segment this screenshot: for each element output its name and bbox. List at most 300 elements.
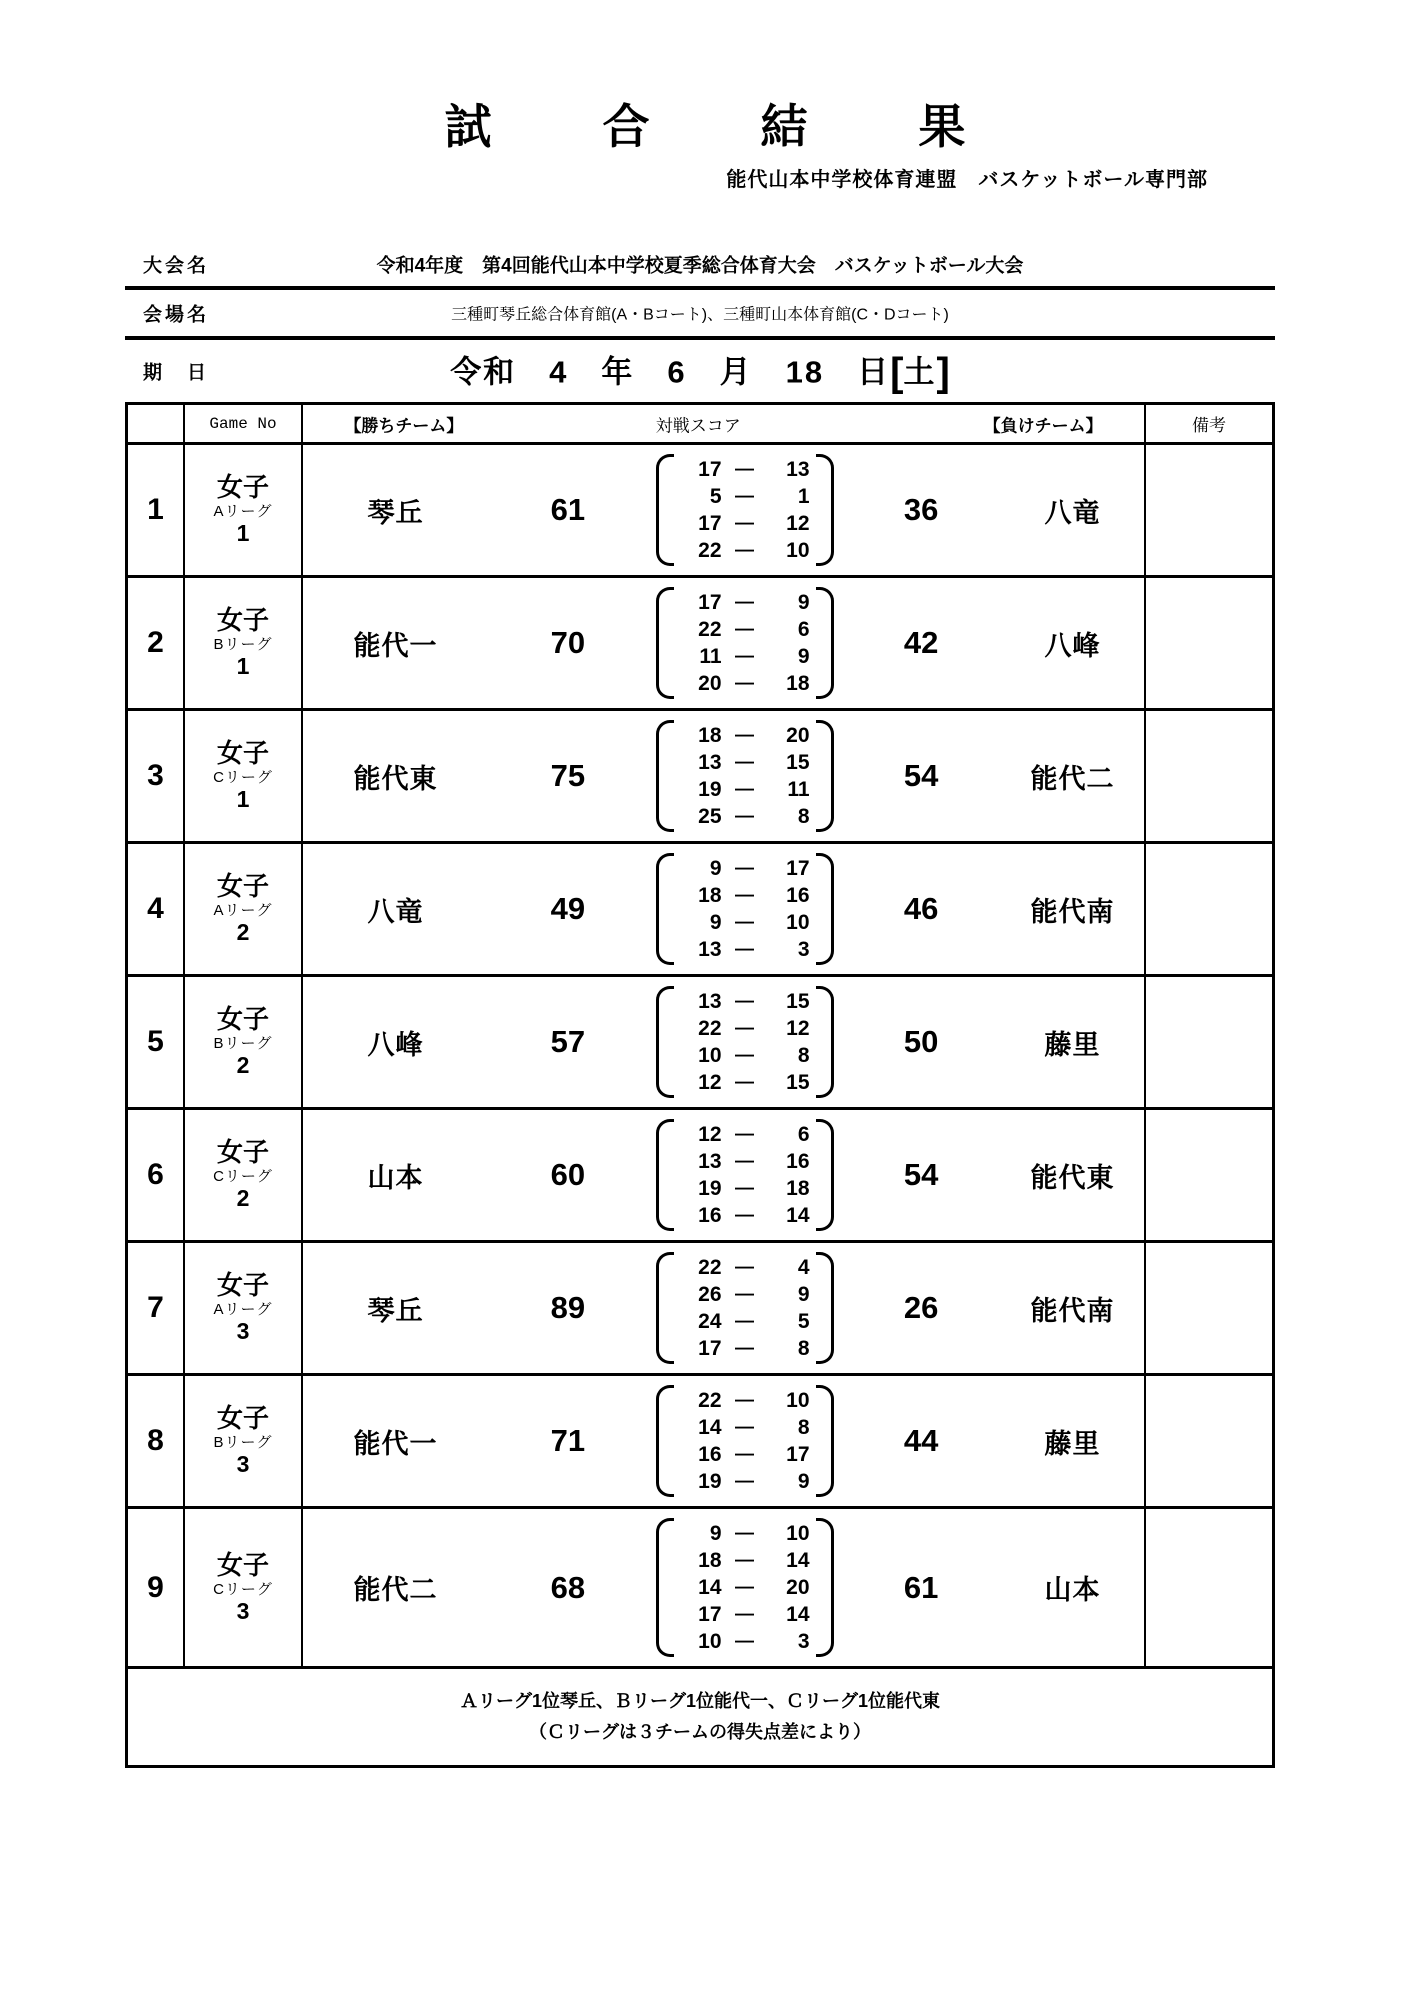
quarter-dash: — — [735, 485, 755, 507]
quarter-away-score: 11 — [787, 777, 810, 801]
quarter-dash: — — [735, 751, 755, 773]
quarter-lines — [674, 454, 816, 566]
winner-score: 71 — [550, 1423, 586, 1458]
quarter-home-score: 26 — [698, 1282, 722, 1306]
quarter-home-score: 9 — [709, 1521, 722, 1545]
weekday-bracket-close: ] — [936, 350, 950, 395]
quarter-away-score: 10 — [786, 910, 810, 934]
quarter-home-score: 22 — [698, 1388, 722, 1412]
quarter-home-score: 18 — [698, 1548, 722, 1572]
quarter-line — [680, 1042, 810, 1069]
league-label: Cリーグ — [213, 1168, 273, 1186]
quarter-dash: — — [735, 591, 755, 613]
quarter-line — [680, 1601, 810, 1628]
quarter-lines — [674, 720, 816, 832]
quarter-line — [680, 1441, 810, 1468]
header-remarks: 備考 — [1144, 405, 1272, 442]
date-label: 期 日 — [143, 362, 210, 384]
loser-name: 藤里 — [1044, 1029, 1101, 1060]
quarter-line — [680, 537, 810, 564]
result-cell — [301, 844, 1144, 974]
quarter-away-score: 14 — [786, 1203, 810, 1227]
league-label: Cリーグ — [213, 769, 273, 787]
category-label: 女子 — [216, 1549, 269, 1580]
quarter-line — [680, 1387, 810, 1414]
quarter-lines — [674, 1119, 816, 1231]
quarter-dash: — — [735, 1549, 755, 1571]
quarter-line — [680, 589, 810, 616]
quarter-lines — [674, 1518, 816, 1657]
quarter-line — [680, 776, 810, 803]
quarter-home-score: 17 — [698, 590, 722, 614]
quarter-lines — [674, 1385, 816, 1497]
winner-score: 68 — [550, 1569, 586, 1605]
table-row — [128, 1373, 1272, 1506]
bracket-close-icon — [816, 1119, 834, 1231]
winner-score: 61 — [550, 492, 586, 527]
game-number: 4 — [147, 892, 164, 925]
quarter-away-score: 8 — [797, 1415, 810, 1439]
league-label: Cリーグ — [213, 1580, 273, 1598]
loser-name: 藤里 — [1044, 1428, 1101, 1459]
league-label: Aリーグ — [213, 1301, 273, 1319]
quarter-home-score: 22 — [698, 538, 722, 562]
quarter-lines — [674, 853, 816, 965]
quarter-away-score: 5 — [797, 1309, 810, 1333]
loser-name: 八竜 — [1044, 497, 1101, 528]
category-label: 女子 — [216, 738, 269, 769]
game-number: 3 — [147, 759, 164, 792]
category-label: 女子 — [216, 472, 269, 503]
quarter-line — [680, 855, 810, 882]
quarter-dash: — — [735, 512, 755, 534]
table-row — [128, 575, 1272, 708]
header-loser: 【負けチーム】 — [983, 416, 1103, 435]
content-area — [125, 242, 1275, 1768]
quarter-home-score: 22 — [698, 617, 722, 641]
quarter-line — [680, 1574, 810, 1601]
result-cell — [301, 1110, 1144, 1240]
quarter-home-score: 10 — [698, 1043, 722, 1067]
quarter-away-score: 20 — [786, 1575, 810, 1599]
bracket-close-icon — [816, 1518, 834, 1657]
quarter-away-score: 12 — [786, 511, 810, 535]
league-label: Aリーグ — [213, 503, 273, 521]
bracket-open-icon — [656, 853, 674, 965]
winner-name: 八竜 — [367, 896, 424, 927]
quarter-dash: — — [735, 857, 755, 879]
bracket-open-icon — [656, 986, 674, 1098]
league-game-number: 2 — [236, 919, 250, 946]
league-cell — [183, 1376, 301, 1506]
quarter-dash: — — [735, 458, 755, 480]
category-label: 女子 — [216, 871, 269, 902]
quarter-line — [680, 803, 810, 830]
results-table — [125, 402, 1275, 1768]
quarter-away-score: 15 — [786, 750, 810, 774]
winner-score: 70 — [550, 625, 586, 660]
table-row — [128, 1240, 1272, 1373]
date-weekday: 土 — [903, 354, 937, 390]
tournament-label: 大会名 — [143, 255, 210, 277]
loser-score: 46 — [903, 891, 939, 926]
date-row — [125, 340, 1275, 402]
league-label: Bリーグ — [213, 636, 273, 654]
quarter-away-score: 3 — [797, 937, 810, 961]
league-cell — [183, 578, 301, 708]
quarter-home-score: 25 — [698, 804, 722, 828]
quarter-home-score: 17 — [698, 1602, 722, 1626]
quarter-away-score: 9 — [797, 1282, 810, 1306]
quarter-home-score: 13 — [698, 937, 722, 961]
remarks-cell — [1144, 1110, 1272, 1240]
quarter-away-score: 10 — [786, 1388, 810, 1412]
quarter-away-score: 17 — [786, 1442, 810, 1466]
page-title: 試 合 結 果 — [444, 100, 998, 153]
quarter-home-score: 9 — [709, 910, 722, 934]
quarter-dash: — — [735, 1389, 755, 1411]
quarter-home-score: 20 — [698, 671, 722, 695]
game-number: 8 — [147, 1424, 164, 1457]
table-row — [128, 1107, 1272, 1240]
quarter-away-score: 15 — [786, 989, 810, 1013]
header-score: 対戦スコア — [655, 416, 741, 435]
quarter-scores — [648, 711, 841, 841]
league-game-number: 1 — [236, 653, 250, 680]
table-row — [128, 1506, 1272, 1666]
remarks-cell — [1144, 844, 1272, 974]
quarter-dash: — — [735, 884, 755, 906]
quarter-away-score: 9 — [797, 590, 810, 614]
remarks-cell — [1144, 1509, 1272, 1666]
table-header-row — [128, 405, 1272, 442]
quarter-home-score: 13 — [698, 750, 722, 774]
bracket-close-icon — [816, 986, 834, 1098]
quarter-away-score: 10 — [786, 538, 810, 562]
table-row — [128, 974, 1272, 1107]
quarter-dash: — — [735, 1256, 755, 1278]
league-cell — [183, 844, 301, 974]
tournament-name: 令和4年度 第4回能代山本中学校夏季総合体育大会 バスケットボール大会 — [376, 255, 1024, 277]
quarter-home-score: 22 — [698, 1016, 722, 1040]
quarter-line — [680, 1069, 810, 1096]
quarter-line — [680, 722, 810, 749]
quarter-dash: — — [735, 672, 755, 694]
winner-name: 八峰 — [367, 1029, 424, 1060]
quarter-home-score: 19 — [698, 777, 722, 801]
table-footer — [128, 1666, 1272, 1765]
quarter-home-score: 12 — [698, 1070, 722, 1094]
quarter-dash: — — [735, 911, 755, 933]
result-cell — [301, 977, 1144, 1107]
game-number: 6 — [147, 1158, 164, 1191]
result-cell — [301, 578, 1144, 708]
quarter-home-score: 13 — [698, 1149, 722, 1173]
game-number: 1 — [147, 493, 164, 526]
league-cell — [183, 711, 301, 841]
header-game-no: Game No — [183, 405, 301, 442]
quarter-away-score: 9 — [797, 1469, 810, 1493]
quarter-dash: — — [735, 1071, 755, 1093]
winner-name: 山本 — [367, 1162, 424, 1193]
bracket-close-icon — [816, 1385, 834, 1497]
loser-score: 36 — [903, 492, 939, 527]
loser-name: 能代東 — [1030, 1162, 1115, 1193]
table-row — [128, 841, 1272, 974]
category-label: 女子 — [216, 1403, 269, 1434]
winner-name: 能代一 — [353, 630, 438, 661]
result-cell — [301, 1376, 1144, 1506]
league-game-number: 3 — [236, 1451, 250, 1478]
loser-name: 能代南 — [1030, 1295, 1115, 1326]
winner-name: 能代東 — [353, 763, 438, 794]
bracket-open-icon — [656, 454, 674, 566]
quarter-scores — [648, 578, 841, 708]
quarter-dash: — — [735, 938, 755, 960]
category-label: 女子 — [216, 1137, 269, 1168]
venue-row — [125, 290, 1275, 340]
quarter-line — [680, 1281, 810, 1308]
quarter-dash: — — [735, 1337, 755, 1359]
remarks-cell — [1144, 1243, 1272, 1373]
game-number: 2 — [147, 626, 164, 659]
table-row — [128, 708, 1272, 841]
league-label: Bリーグ — [213, 1434, 273, 1452]
quarter-lines — [674, 1252, 816, 1364]
quarter-away-score: 20 — [786, 723, 810, 747]
loser-score: 26 — [903, 1290, 939, 1325]
winner-score: 57 — [550, 1024, 586, 1059]
quarter-away-score: 15 — [786, 1070, 810, 1094]
loser-name: 能代二 — [1030, 763, 1115, 794]
league-game-number: 1 — [236, 786, 250, 813]
quarter-away-score: 6 — [797, 617, 810, 641]
bracket-open-icon — [656, 1518, 674, 1657]
quarter-away-score: 17 — [786, 856, 810, 880]
quarter-lines — [674, 587, 816, 699]
quarter-dash: — — [735, 645, 755, 667]
game-number: 7 — [147, 1291, 164, 1324]
bracket-close-icon — [816, 853, 834, 965]
header-blank — [128, 405, 183, 442]
quarter-dash: — — [735, 1123, 755, 1145]
winner-score: 75 — [550, 758, 586, 793]
weekday-bracket-open: [ — [890, 350, 904, 395]
bracket-open-icon — [656, 1385, 674, 1497]
quarter-away-score: 14 — [786, 1548, 810, 1572]
quarter-dash: — — [735, 1576, 755, 1598]
loser-score: 42 — [903, 625, 939, 660]
loser-score: 54 — [903, 1157, 939, 1192]
tournament-row — [125, 242, 1275, 290]
event-date — [125, 347, 1275, 396]
table-row — [128, 442, 1272, 575]
bracket-close-icon — [816, 454, 834, 566]
quarter-home-score: 18 — [698, 883, 722, 907]
game-number: 5 — [147, 1025, 164, 1058]
quarter-dash: — — [735, 805, 755, 827]
league-game-number: 2 — [236, 1185, 250, 1212]
quarter-away-score: 16 — [786, 883, 810, 907]
game-number: 9 — [147, 1570, 164, 1604]
remarks-cell — [1144, 1376, 1272, 1506]
quarter-line — [680, 456, 810, 483]
quarter-away-score: 8 — [797, 1043, 810, 1067]
quarter-line — [680, 1414, 810, 1441]
quarter-line — [680, 909, 810, 936]
category-label: 女子 — [216, 605, 269, 636]
quarter-scores — [648, 1243, 841, 1373]
quarter-home-score: 18 — [698, 723, 722, 747]
quarter-scores — [648, 844, 841, 974]
quarter-home-score: 5 — [709, 484, 722, 508]
quarter-home-score: 9 — [709, 856, 722, 880]
bracket-open-icon — [656, 587, 674, 699]
quarter-line — [680, 510, 810, 537]
bracket-close-icon — [816, 587, 834, 699]
quarter-away-score: 16 — [786, 1149, 810, 1173]
quarter-line — [680, 1254, 810, 1281]
quarter-line — [680, 483, 810, 510]
quarter-away-score: 1 — [797, 484, 810, 508]
quarter-home-score: 10 — [698, 1629, 722, 1653]
remarks-cell — [1144, 578, 1272, 708]
quarter-line — [680, 670, 810, 697]
loser-score: 44 — [903, 1423, 939, 1458]
quarter-line — [680, 1628, 810, 1655]
quarter-away-score: 6 — [797, 1122, 810, 1146]
quarter-scores — [648, 445, 841, 575]
result-cell — [301, 1243, 1144, 1373]
quarter-home-score: 12 — [698, 1122, 722, 1146]
quarter-dash: — — [735, 1283, 755, 1305]
category-label: 女子 — [216, 1270, 269, 1301]
quarter-scores — [648, 1509, 841, 1666]
quarter-lines — [674, 986, 816, 1098]
quarter-dash: — — [735, 1310, 755, 1332]
quarter-home-score: 19 — [698, 1469, 722, 1493]
loser-name: 能代南 — [1030, 896, 1115, 927]
quarter-home-score: 13 — [698, 989, 722, 1013]
quarter-away-score: 13 — [786, 457, 810, 481]
quarter-line — [680, 1335, 810, 1362]
quarter-dash: — — [735, 1204, 755, 1226]
quarter-away-score: 9 — [797, 644, 810, 668]
quarter-line — [680, 1175, 810, 1202]
winner-score: 89 — [550, 1290, 586, 1325]
quarter-dash: — — [735, 1150, 755, 1172]
quarter-dash: — — [735, 1470, 755, 1492]
quarter-home-score: 14 — [698, 1415, 722, 1439]
header-winner: 【勝ちチーム】 — [344, 416, 464, 435]
quarter-away-score: 18 — [786, 1176, 810, 1200]
bracket-open-icon — [656, 1119, 674, 1231]
loser-name: 八峰 — [1044, 630, 1101, 661]
quarter-dash: — — [735, 1017, 755, 1039]
league-cell — [183, 1243, 301, 1373]
quarter-home-score: 17 — [698, 457, 722, 481]
winner-score: 60 — [550, 1157, 586, 1192]
quarter-dash: — — [735, 539, 755, 561]
bracket-open-icon — [656, 720, 674, 832]
quarter-line — [680, 988, 810, 1015]
loser-score: 54 — [903, 758, 939, 793]
winner-score: 49 — [550, 891, 586, 926]
quarter-home-score: 14 — [698, 1575, 722, 1599]
quarter-line — [680, 643, 810, 670]
league-cell — [183, 445, 301, 575]
date-text: 令和 4 年 6 月 18 日 — [450, 354, 891, 390]
quarter-line — [680, 1308, 810, 1335]
quarter-line — [680, 1121, 810, 1148]
quarter-home-score: 16 — [698, 1203, 722, 1227]
quarter-line — [680, 1015, 810, 1042]
quarter-home-score: 11 — [699, 644, 722, 668]
league-label: Bリーグ — [213, 1035, 273, 1053]
quarter-home-score: 17 — [698, 1336, 722, 1360]
remarks-cell — [1144, 445, 1272, 575]
venue-name: 三種町琴丘総合体育館(A・Bコート)、三種町山本体育館(C・Dコート) — [451, 306, 949, 324]
remarks-cell — [1144, 977, 1272, 1107]
match-rows — [128, 442, 1272, 1666]
bracket-close-icon — [816, 720, 834, 832]
league-cell — [183, 1509, 301, 1666]
quarter-dash: — — [735, 1044, 755, 1066]
quarter-line — [680, 936, 810, 963]
quarter-line — [680, 1468, 810, 1495]
quarter-home-score: 19 — [698, 1176, 722, 1200]
result-cell — [301, 711, 1144, 841]
quarter-scores — [648, 1110, 841, 1240]
quarter-away-score: 12 — [786, 1016, 810, 1040]
league-game-number: 1 — [236, 520, 250, 547]
bracket-close-icon — [816, 1252, 834, 1364]
league-game-number: 3 — [236, 1318, 250, 1345]
loser-score: 61 — [903, 1569, 939, 1605]
quarter-away-score: 8 — [797, 804, 810, 828]
bracket-open-icon — [656, 1252, 674, 1364]
league-game-number: 2 — [236, 1052, 250, 1079]
quarter-dash: — — [735, 990, 755, 1012]
quarter-dash: — — [735, 778, 755, 800]
quarter-away-score: 18 — [786, 671, 810, 695]
quarter-line — [680, 1547, 810, 1574]
quarter-dash: — — [735, 1177, 755, 1199]
quarter-home-score: 17 — [698, 511, 722, 535]
winner-name: 能代二 — [353, 1575, 438, 1605]
venue-label: 会場名 — [143, 304, 210, 326]
league-game-number: 3 — [236, 1597, 250, 1624]
quarter-dash: — — [735, 1630, 755, 1652]
quarter-away-score: 4 — [797, 1255, 810, 1279]
quarter-dash: — — [735, 1603, 755, 1625]
winner-name: 能代一 — [353, 1428, 438, 1459]
quarter-home-score: 16 — [698, 1442, 722, 1466]
category-label: 女子 — [216, 1004, 269, 1035]
quarter-line — [680, 616, 810, 643]
result-cell — [301, 1509, 1144, 1666]
quarter-scores — [648, 1376, 841, 1506]
quarter-dash: — — [735, 618, 755, 640]
quarter-away-score: 3 — [797, 1629, 810, 1653]
quarter-home-score: 22 — [698, 1255, 722, 1279]
winner-name: 琴丘 — [367, 1295, 424, 1326]
league-cell — [183, 977, 301, 1107]
quarter-line — [680, 1148, 810, 1175]
footer-line-1: Ａリーグ1位琴丘、Ｂリーグ1位能代一、Ｃリーグ1位能代東 — [459, 1690, 941, 1711]
quarter-line — [680, 1520, 810, 1547]
quarter-scores — [648, 977, 841, 1107]
